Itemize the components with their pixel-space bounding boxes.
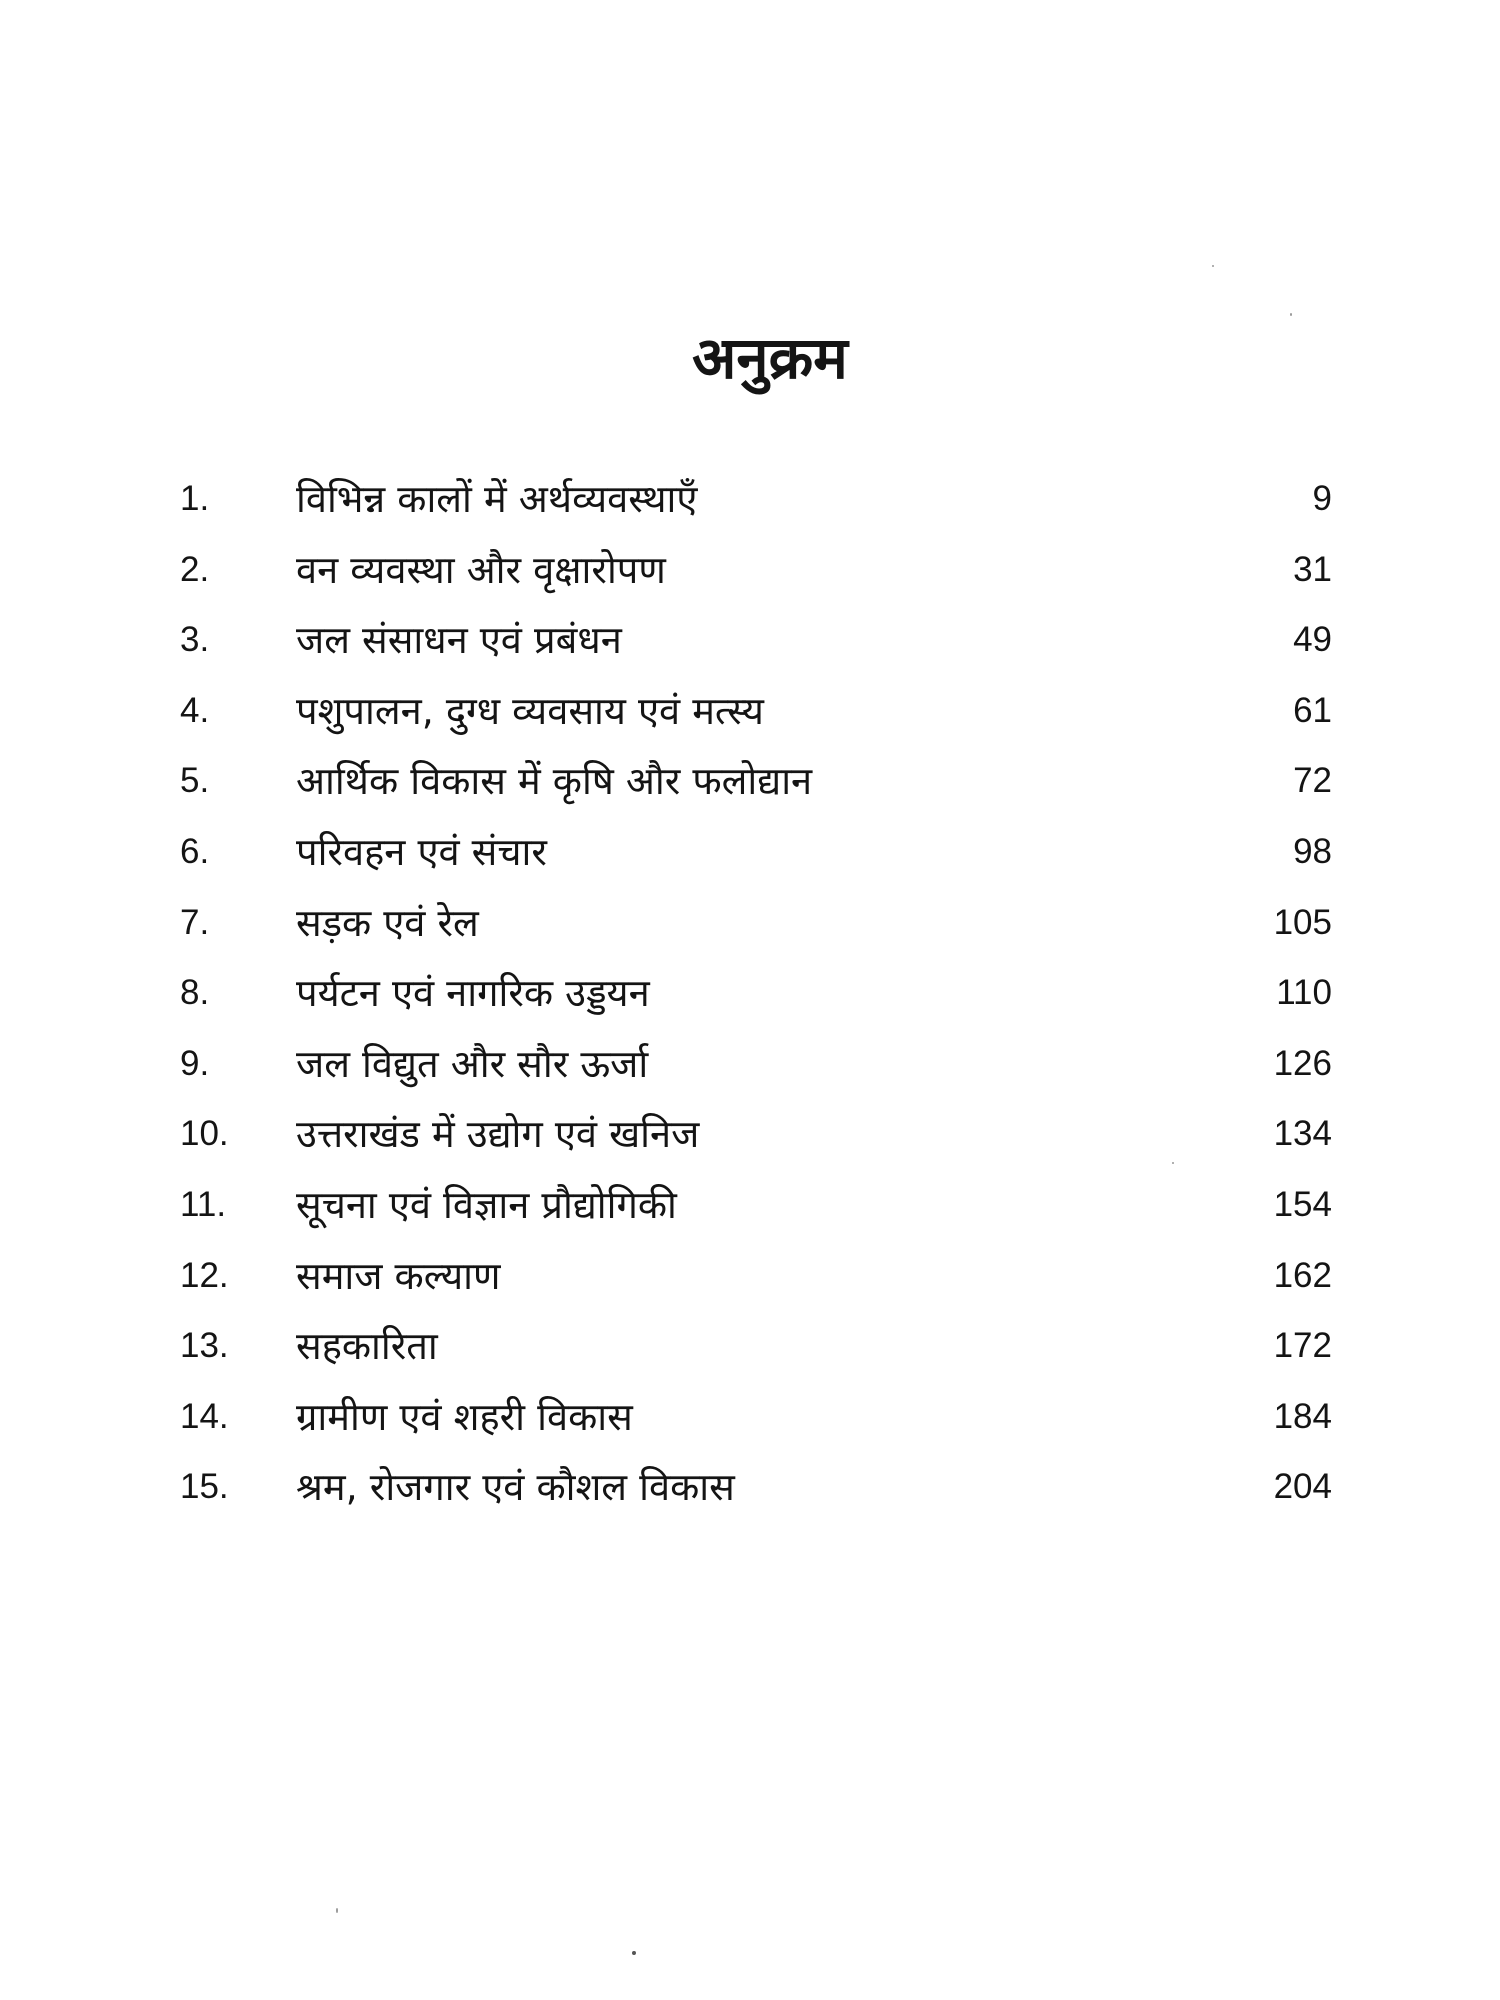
chapter-number: 6. [180, 831, 210, 871]
table-of-contents [180, 464, 1332, 1523]
chapter-title: सूचना एवं विज्ञान प्रौद्योगिकी [296, 1182, 677, 1227]
chapter-title: जल विद्युत और सौर ऊर्जा [296, 1041, 649, 1086]
toc-entry [180, 1452, 1332, 1523]
page-number: 98 [1293, 831, 1332, 871]
toc-entry [180, 958, 1332, 1029]
scan-speck [632, 1951, 636, 1955]
toc-entry [180, 1382, 1332, 1453]
chapter-number: 8. [180, 973, 210, 1013]
page-number: 154 [1273, 1184, 1332, 1224]
toc-entry [180, 888, 1332, 959]
page-number: 72 [1293, 761, 1332, 801]
page-number: 105 [1273, 902, 1332, 942]
chapter-number: 3. [180, 620, 210, 660]
chapter-number: 1. [180, 479, 210, 518]
toc-entry [180, 535, 1332, 606]
page-number: 61 [1293, 690, 1332, 730]
chapter-number: 12. [180, 1255, 229, 1295]
toc-entry [180, 817, 1332, 888]
toc-entry [180, 1029, 1332, 1100]
page-number: 162 [1273, 1255, 1332, 1295]
chapter-title: सहकारिता [296, 1324, 438, 1369]
chapter-title: ग्रामीण एवं शहरी विकास [296, 1394, 633, 1439]
chapter-number: 15. [180, 1467, 229, 1507]
chapter-number: 11. [180, 1184, 227, 1224]
toc-entry [180, 1170, 1332, 1241]
page-number: 9 [1312, 479, 1332, 518]
chapter-number: 7. [180, 902, 210, 942]
chapter-number: 4. [180, 690, 210, 730]
page-number: 172 [1273, 1326, 1332, 1366]
chapter-title: आर्थिक विकास में कृषि और फलोद्यान [296, 759, 813, 804]
chapter-title: समाज कल्याण [296, 1253, 501, 1298]
toc-entry [180, 1099, 1332, 1170]
toc-entry [180, 1311, 1332, 1382]
chapter-number: 14. [180, 1396, 229, 1436]
toc-entry [180, 1241, 1332, 1312]
page-number: 184 [1273, 1396, 1332, 1436]
page-number: 49 [1293, 620, 1332, 660]
chapter-title: पशुपालन, दुग्ध व्यवसाय एवं मत्स्य [296, 688, 764, 733]
scan-speck [1290, 313, 1292, 316]
chapter-number: 13. [180, 1326, 229, 1366]
page-number: 134 [1273, 1114, 1332, 1154]
chapter-title: वन व्यवस्था और वृक्षारोपण [296, 547, 666, 592]
toc-entry [180, 605, 1332, 676]
chapter-title: उत्तराखंड में उद्योग एवं खनिज [296, 1112, 700, 1157]
chapter-title: परिवहन एवं संचार [296, 829, 547, 874]
scan-speck [1212, 265, 1214, 267]
toc-entry [180, 464, 1332, 535]
chapter-number: 10. [180, 1114, 229, 1154]
page-number: 204 [1273, 1467, 1332, 1507]
chapter-title: श्रम, रोजगार एवं कौशल विकास [296, 1465, 735, 1510]
chapter-number: 9. [180, 1043, 210, 1083]
page-number: 110 [1276, 973, 1332, 1013]
page-number: 31 [1293, 549, 1332, 589]
chapter-title: विभिन्न कालों में अर्थव्यवस्थाएँ [296, 477, 698, 521]
toc-entry [180, 676, 1332, 747]
page-title: अनुक्रम [692, 324, 848, 392]
chapter-title: सड़क एवं रेल [296, 900, 479, 945]
chapter-title: जल संसाधन एवं प्रबंधन [296, 618, 622, 663]
chapter-number: 2. [180, 549, 210, 589]
chapter-number: 5. [180, 761, 210, 801]
page-number: 126 [1273, 1043, 1332, 1083]
toc-entry [180, 746, 1332, 817]
scan-speck [1172, 1162, 1174, 1164]
chapter-title: पर्यटन एवं नागरिक उड्डयन [296, 971, 650, 1016]
scan-speck [336, 1908, 338, 1913]
